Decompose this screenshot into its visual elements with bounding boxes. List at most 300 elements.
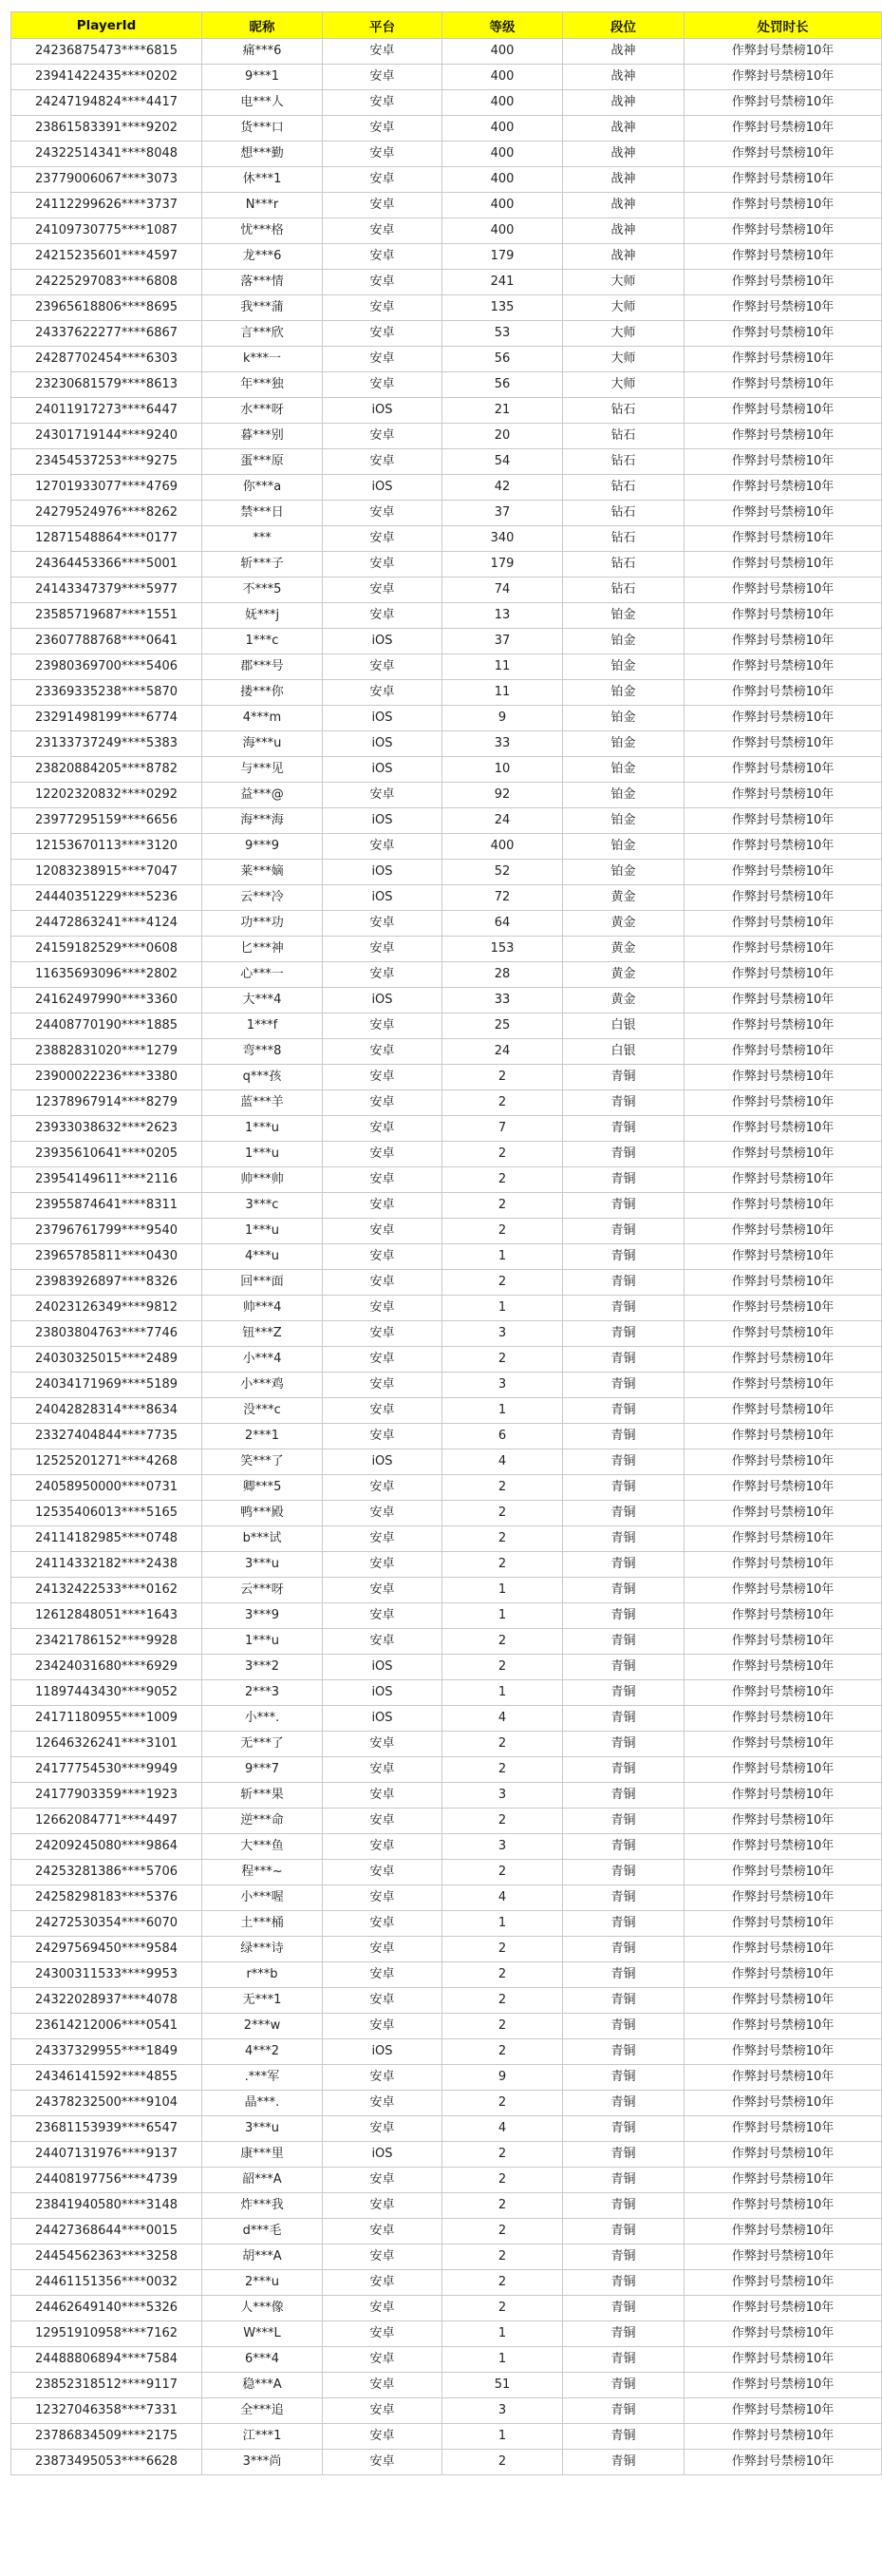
cell-penalty: 作弊封号禁榜10年 [685,1167,882,1193]
table-row [11,1885,882,1911]
cell-nickname: 益***@ [202,783,323,808]
cell-rank: 青铜 [563,1270,685,1296]
cell-level: 37 [442,629,563,654]
cell-player-id: 24225297083****6808 [11,270,202,295]
table-row [11,347,882,372]
cell-player-id: 24272530354****6070 [11,1911,202,1937]
cell-penalty: 作弊封号禁榜10年 [685,2296,882,2321]
cell-penalty: 作弊封号禁榜10年 [685,372,882,398]
table-row [11,1013,882,1039]
cell-platform: 安卓 [323,1424,442,1449]
cell-penalty: 作弊封号禁榜10年 [685,1885,882,1911]
cell-penalty: 作弊封号禁榜10年 [685,2373,882,2398]
cell-rank: 青铜 [563,1167,685,1193]
cell-rank: 铂金 [563,860,685,885]
cell-rank: 青铜 [563,1603,685,1629]
cell-rank: 青铜 [563,2039,685,2065]
cell-nickname: 钮***Z [202,1321,323,1347]
cell-rank: 青铜 [563,1834,685,1860]
cell-penalty: 作弊封号禁榜10年 [685,2424,882,2450]
table-row [11,1860,882,1885]
cell-nickname: 禁***日 [202,501,323,526]
cell-level: 20 [442,424,563,449]
cell-nickname: 大***鱼 [202,1834,323,1860]
cell-platform: 安卓 [323,1834,442,1860]
cell-platform: 安卓 [323,603,442,629]
cell-nickname: 我***蒲 [202,295,323,321]
cell-penalty: 作弊封号禁榜10年 [685,1578,882,1603]
cell-platform: 安卓 [323,2321,442,2347]
cell-nickname: 海***海 [202,808,323,834]
cell-platform: iOS [323,475,442,501]
cell-rank: 青铜 [563,1244,685,1270]
cell-platform: 安卓 [323,1988,442,2014]
table-row [11,1706,882,1732]
cell-nickname: 电***人 [202,90,323,116]
header-row [11,12,882,39]
cell-rank: 青铜 [563,1706,685,1732]
cell-player-id: 24337622277****6867 [11,321,202,347]
table-row [11,2321,882,2347]
cell-player-id: 23779006067****3073 [11,167,202,193]
table-row [11,1398,882,1424]
cell-penalty: 作弊封号禁榜10年 [685,2014,882,2039]
cell-player-id: 24177903359****1923 [11,1783,202,1809]
cell-rank: 战神 [563,116,685,142]
cell-rank: 青铜 [563,2347,685,2373]
table-row [11,2219,882,2245]
cell-player-id: 12327046358****7331 [11,2398,202,2424]
cell-platform: 安卓 [323,1578,442,1603]
cell-nickname: 云***呀 [202,1578,323,1603]
cell-level: 2 [442,1347,563,1373]
cell-penalty: 作弊封号禁榜10年 [685,1424,882,1449]
cell-player-id: 23983926897****8326 [11,1270,202,1296]
cell-rank: 战神 [563,218,685,244]
cell-nickname: 鸭***殿 [202,1501,323,1526]
cell-player-id: 23803804763****7746 [11,1321,202,1347]
cell-level: 2 [442,1219,563,1244]
table-row [11,2014,882,2039]
ban-list-sheet [10,11,882,2475]
cell-penalty: 作弊封号禁榜10年 [685,2039,882,2065]
table-row [11,2373,882,2398]
cell-rank: 铂金 [563,783,685,808]
cell-nickname: 回***面 [202,1270,323,1296]
cell-rank: 青铜 [563,1578,685,1603]
cell-nickname: 2***w [202,2014,323,2039]
table-row [11,1321,882,1347]
cell-player-id: 24287702454****6303 [11,347,202,372]
cell-penalty: 作弊封号禁榜10年 [685,1116,882,1142]
cell-platform: iOS [323,1680,442,1706]
cell-rank: 青铜 [563,2296,685,2321]
cell-penalty: 作弊封号禁榜10年 [685,2270,882,2296]
cell-player-id: 24030325015****2489 [11,1347,202,1373]
cell-nickname: N***r [202,193,323,218]
cell-rank: 青铜 [563,1449,685,1475]
cell-rank: 青铜 [563,1937,685,1962]
cell-penalty: 作弊封号禁榜10年 [685,1501,882,1526]
table-row [11,1757,882,1783]
cell-rank: 青铜 [563,1116,685,1142]
cell-level: 7 [442,1116,563,1142]
cell-penalty: 作弊封号禁榜10年 [685,680,882,706]
cell-nickname: 江***1 [202,2424,323,2450]
cell-level: 179 [442,552,563,578]
table-row [11,1834,882,1860]
cell-penalty: 作弊封号禁榜10年 [685,475,882,501]
cell-rank: 铂金 [563,629,685,654]
cell-rank: 青铜 [563,2219,685,2245]
cell-player-id: 24209245080****9864 [11,1834,202,1860]
cell-platform: 安卓 [323,1526,442,1552]
cell-nickname: 郡***号 [202,654,323,680]
cell-player-id: 24488806894****7584 [11,2347,202,2373]
cell-player-id: 23796761799****9540 [11,1219,202,1244]
table-row [11,2091,882,2116]
cell-level: 1 [442,1578,563,1603]
cell-player-id: 24215235601****4597 [11,244,202,270]
cell-platform: iOS [323,1706,442,1732]
cell-platform: iOS [323,629,442,654]
cell-player-id: 24462649140****5326 [11,2296,202,2321]
cell-rank: 青铜 [563,1809,685,1834]
table-row [11,731,882,757]
cell-penalty: 作弊封号禁榜10年 [685,1296,882,1321]
header-level: 等级 [442,12,563,39]
cell-platform: 安卓 [323,244,442,270]
table-row [11,1449,882,1475]
cell-platform: 安卓 [323,1167,442,1193]
cell-level: 54 [442,449,563,475]
cell-nickname: 小***鸡 [202,1373,323,1398]
cell-platform: 安卓 [323,1090,442,1116]
table-row [11,1475,882,1501]
cell-player-id: 23681153939****6547 [11,2116,202,2142]
cell-platform: iOS [323,1449,442,1475]
cell-level: 2 [442,1809,563,1834]
cell-rank: 青铜 [563,2450,685,2475]
cell-platform: 安卓 [323,116,442,142]
table-row [11,2424,882,2450]
cell-player-id: 24162497990****3360 [11,988,202,1013]
table-row [11,808,882,834]
table-row [11,449,882,475]
table-row [11,65,882,90]
cell-platform: 安卓 [323,372,442,398]
cell-player-id: 23882831020****1279 [11,1039,202,1065]
table-row [11,654,882,680]
table-row [11,1501,882,1526]
cell-penalty: 作弊封号禁榜10年 [685,2193,882,2219]
table-row [11,142,882,167]
cell-penalty: 作弊封号禁榜10年 [685,1373,882,1398]
cell-level: 1 [442,1911,563,1937]
cell-penalty: 作弊封号禁榜10年 [685,424,882,449]
cell-nickname: 不***5 [202,578,323,603]
header-platform: 平台 [323,12,442,39]
table-row [11,526,882,552]
cell-platform: 安卓 [323,295,442,321]
table-row [11,1142,882,1167]
cell-level: 2 [442,1090,563,1116]
cell-penalty: 作弊封号禁榜10年 [685,1244,882,1270]
table-row [11,193,882,218]
cell-platform: 安卓 [323,218,442,244]
cell-rank: 黄金 [563,885,685,911]
table-row [11,295,882,321]
cell-level: 1 [442,1680,563,1706]
cell-platform: iOS [323,1655,442,1680]
cell-nickname: 蓝***羊 [202,1090,323,1116]
cell-platform: iOS [323,2039,442,2065]
cell-penalty: 作弊封号禁榜10年 [685,552,882,578]
table-row [11,1526,882,1552]
cell-nickname: 1***u [202,1629,323,1655]
cell-platform: 安卓 [323,193,442,218]
cell-player-id: 24236875473****6815 [11,39,202,65]
cell-nickname: 人***像 [202,2296,323,2321]
cell-rank: 青铜 [563,2116,685,2142]
cell-nickname: 落***情 [202,270,323,295]
table-row [11,1962,882,1988]
cell-nickname: 3***c [202,1193,323,1219]
cell-platform: 安卓 [323,2014,442,2039]
cell-level: 400 [442,116,563,142]
table-row [11,1244,882,1270]
table-row [11,1552,882,1578]
table-row [11,1065,882,1090]
cell-player-id: 23955874641****8311 [11,1193,202,1219]
cell-level: 6 [442,1424,563,1449]
cell-nickname: 6***4 [202,2347,323,2373]
cell-rank: 青铜 [563,1090,685,1116]
cell-penalty: 作弊封号禁榜10年 [685,1809,882,1834]
cell-platform: 安卓 [323,2450,442,2475]
cell-penalty: 作弊封号禁榜10年 [685,1629,882,1655]
cell-player-id: 24378232500****9104 [11,2091,202,2116]
cell-level: 400 [442,90,563,116]
cell-platform: 安卓 [323,1219,442,1244]
cell-nickname: 言***欣 [202,321,323,347]
cell-player-id: 24279524976****8262 [11,501,202,526]
cell-penalty: 作弊封号禁榜10年 [685,39,882,65]
cell-rank: 钻石 [563,578,685,603]
cell-penalty: 作弊封号禁榜10年 [685,1142,882,1167]
cell-player-id: 24058950000****0731 [11,1475,202,1501]
cell-nickname: 龙***6 [202,244,323,270]
cell-level: 400 [442,193,563,218]
cell-rank: 青铜 [563,2193,685,2219]
cell-penalty: 作弊封号禁榜10年 [685,1090,882,1116]
cell-penalty: 作弊封号禁榜10年 [685,321,882,347]
cell-level: 340 [442,526,563,552]
cell-rank: 青铜 [563,1398,685,1424]
cell-nickname: 9***7 [202,1757,323,1783]
cell-rank: 大师 [563,321,685,347]
cell-penalty: 作弊封号禁榜10年 [685,2219,882,2245]
table-row [11,2296,882,2321]
cell-level: 2 [442,1142,563,1167]
cell-level: 9 [442,706,563,731]
cell-rank: 青铜 [563,1193,685,1219]
cell-rank: 战神 [563,244,685,270]
cell-player-id: 23133737249****5383 [11,731,202,757]
table-row [11,1090,882,1116]
cell-penalty: 作弊封号禁榜10年 [685,1834,882,1860]
table-row [11,1783,882,1809]
cell-level: 2 [442,2296,563,2321]
cell-penalty: 作弊封号禁榜10年 [685,757,882,783]
cell-nickname: 痛***6 [202,39,323,65]
cell-player-id: 23965785811****0430 [11,1244,202,1270]
table-row [11,1347,882,1373]
table-row [11,1655,882,1680]
cell-rank: 青铜 [563,1065,685,1090]
cell-nickname: 晶***. [202,2091,323,2116]
table-row [11,1629,882,1655]
cell-level: 3 [442,1373,563,1398]
cell-penalty: 作弊封号禁榜10年 [685,2347,882,2373]
cell-rank: 青铜 [563,2321,685,2347]
cell-player-id: 11897443430****9052 [11,1680,202,1706]
cell-penalty: 作弊封号禁榜10年 [685,2321,882,2347]
cell-level: 24 [442,808,563,834]
cell-rank: 黄金 [563,962,685,988]
table-row [11,629,882,654]
cell-penalty: 作弊封号禁榜10年 [685,1398,882,1424]
cell-platform: 安卓 [323,1193,442,1219]
table-row [11,90,882,116]
cell-level: 2 [442,1270,563,1296]
cell-rank: 青铜 [563,2398,685,2424]
cell-level: 33 [442,988,563,1013]
cell-platform: 安卓 [323,2398,442,2424]
cell-level: 42 [442,475,563,501]
cell-penalty: 作弊封号禁榜10年 [685,629,882,654]
cell-nickname: 1***c [202,629,323,654]
cell-level: 1 [442,1603,563,1629]
cell-platform: 安卓 [323,1552,442,1578]
table-row [11,1988,882,2014]
cell-rank: 战神 [563,65,685,90]
cell-platform: 安卓 [323,1270,442,1296]
table-row [11,1732,882,1757]
cell-player-id: 23977295159****6656 [11,808,202,834]
cell-rank: 青铜 [563,1860,685,1885]
table-row [11,475,882,501]
cell-platform: 安卓 [323,1347,442,1373]
cell-platform: 安卓 [323,1244,442,1270]
cell-penalty: 作弊封号禁榜10年 [685,860,882,885]
table-row [11,1911,882,1937]
cell-penalty: 作弊封号禁榜10年 [685,501,882,526]
cell-nickname: 4***u [202,1244,323,1270]
header-rank: 段位 [563,12,685,39]
cell-penalty: 作弊封号禁榜10年 [685,218,882,244]
table-row [11,937,882,962]
cell-penalty: 作弊封号禁榜10年 [685,1757,882,1783]
cell-player-id: 23965618806****8695 [11,295,202,321]
cell-nickname: 小***喔 [202,1885,323,1911]
cell-platform: 安卓 [323,937,442,962]
cell-rank: 铂金 [563,603,685,629]
cell-rank: 钻石 [563,501,685,526]
cell-penalty: 作弊封号禁榜10年 [685,2245,882,2270]
cell-nickname: .***军 [202,2065,323,2091]
cell-rank: 青铜 [563,1424,685,1449]
cell-platform: 安卓 [323,1962,442,1988]
cell-nickname: 2***u [202,2270,323,2296]
cell-platform: 安卓 [323,962,442,988]
table-row [11,1116,882,1142]
cell-nickname: 与***见 [202,757,323,783]
cell-level: 400 [442,65,563,90]
cell-nickname: 无***1 [202,1988,323,2014]
cell-player-id: 12153670113****3120 [11,834,202,860]
cell-level: 1 [442,2321,563,2347]
cell-nickname: 帅***4 [202,1296,323,1321]
cell-platform: 安卓 [323,1885,442,1911]
cell-rank: 钻石 [563,398,685,424]
cell-penalty: 作弊封号禁榜10年 [685,1962,882,1988]
cell-nickname: 3***u [202,1552,323,1578]
table-row [11,1373,882,1398]
cell-player-id: 24297569450****9584 [11,1937,202,1962]
cell-nickname: 忧***格 [202,218,323,244]
table-row [11,578,882,603]
cell-player-id: 23585719687****1551 [11,603,202,629]
cell-player-id: 23614212006****0541 [11,2014,202,2039]
cell-player-id: 12662084771****4497 [11,1809,202,1834]
cell-rank: 青铜 [563,2245,685,2270]
cell-penalty: 作弊封号禁榜10年 [685,1937,882,1962]
cell-rank: 青铜 [563,1296,685,1321]
cell-level: 2 [442,1629,563,1655]
cell-rank: 青铜 [563,1321,685,1347]
cell-nickname: 匕***神 [202,937,323,962]
cell-player-id: 24112299626****3737 [11,193,202,218]
cell-level: 2 [442,1475,563,1501]
cell-penalty: 作弊封号禁榜10年 [685,167,882,193]
cell-nickname: 韶***A [202,2168,323,2193]
cell-penalty: 作弊封号禁榜10年 [685,808,882,834]
table-row [11,321,882,347]
table-row [11,2270,882,2296]
cell-rank: 钻石 [563,526,685,552]
cell-nickname: 弯***8 [202,1039,323,1065]
cell-level: 400 [442,142,563,167]
table-row [11,270,882,295]
table-row [11,1603,882,1629]
cell-level: 51 [442,2373,563,2398]
table-row [11,552,882,578]
table-row [11,706,882,731]
cell-nickname: *** [202,526,323,552]
cell-level: 2 [442,1526,563,1552]
table-row [11,2168,882,2193]
cell-rank: 青铜 [563,2091,685,2116]
cell-level: 400 [442,218,563,244]
cell-player-id: 23291498199****6774 [11,706,202,731]
cell-rank: 铂金 [563,654,685,680]
cell-rank: 青铜 [563,1347,685,1373]
cell-penalty: 作弊封号禁榜10年 [685,911,882,937]
cell-level: 1 [442,1296,563,1321]
cell-penalty: 作弊封号禁榜10年 [685,65,882,90]
cell-platform: 安卓 [323,1937,442,1962]
